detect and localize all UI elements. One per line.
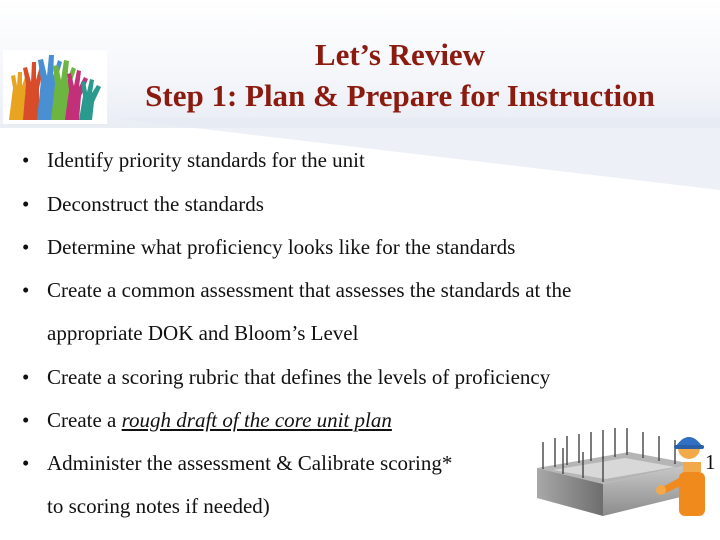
bullet-marker: • [22, 408, 30, 432]
bullet-text: Identify priority standards for the unit [47, 148, 365, 172]
bullet-marker: • [22, 192, 30, 216]
bullet-text: Determine what proficiency looks like for the standards [47, 235, 516, 259]
bullet-text [47, 407, 392, 433]
bullet-marker: • [22, 235, 30, 259]
construction-foundation-image [533, 422, 709, 522]
bullet-marker: • [22, 148, 30, 172]
bullet-marker: • [22, 278, 30, 302]
bullet-text-underlined: rough draft of the core unit plan [121, 408, 392, 432]
bullet-text-prefix: Create a [47, 408, 122, 432]
bullet-continuation: appropriate DOK and Bloom’s Level [47, 321, 359, 345]
bullet-text: Create a scoring rubric that defines the levels of proficiency [47, 365, 551, 389]
bullet-marker: • [22, 451, 30, 475]
bullet-continuation: to scoring notes if needed) [47, 494, 270, 518]
title-line-2: Step 1: Plan & Prepare for Instruction [145, 78, 655, 113]
bullet-text: Administer the assessment & Calibrate scoring* [47, 451, 453, 475]
colorful-hands-logo [3, 50, 107, 124]
bullet-text: Deconstruct the standards [47, 192, 264, 216]
bullet-text: Create a common assessment that assesses the standards at the [47, 278, 572, 302]
title-line-1: Let’s Review [314, 37, 486, 72]
slide-title [100, 34, 700, 116]
bullet-marker: • [22, 365, 30, 389]
edge-text-fragment: 1 [705, 450, 716, 474]
